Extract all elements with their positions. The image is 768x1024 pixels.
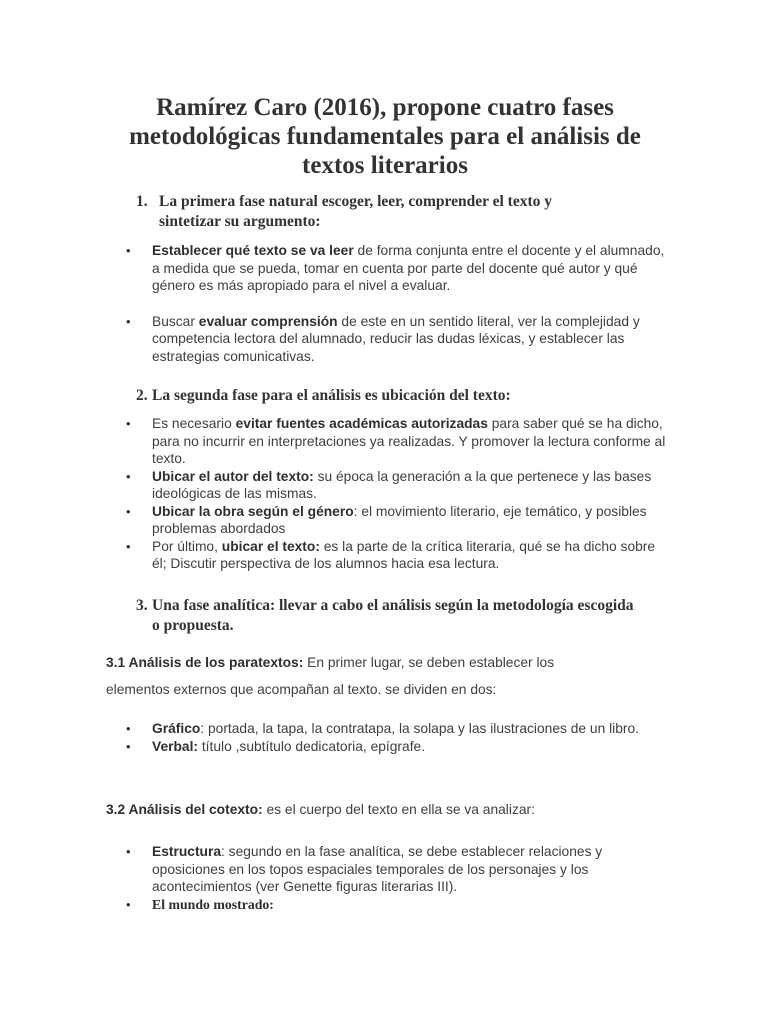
- section-3-2-title: 3.2 Análisis del cotexto:: [106, 802, 263, 817]
- section-3-2-line: [106, 801, 666, 819]
- list-item: [126, 415, 666, 468]
- bullet-icon: •: [126, 738, 131, 754]
- list-item: [126, 242, 666, 295]
- list-item-text: de este en un sentido literal, ver la complejidad y competencia lectora del alumnado, reducir las dudas léxicas, y establecer las estrategias comunicativas.: [152, 313, 640, 364]
- list-item: [126, 503, 666, 538]
- bullet-icon: •: [126, 844, 131, 859]
- list-item-bold: Estructura: [152, 844, 222, 859]
- list-item-bold: evaluar comprensión: [198, 313, 338, 329]
- list-item: [126, 720, 666, 738]
- section-3-1-line-2: elementos externos que acompañan al texto. se dividen en dos:: [106, 682, 497, 697]
- list-item-bold: ubicar el texto:: [221, 538, 320, 554]
- bullet-icon: •: [126, 313, 131, 329]
- list-item-serif-bold: El mundo mostrado:: [152, 896, 274, 912]
- section-3-1-title: 3.1 Análisis de los paratextos:: [106, 655, 304, 670]
- bullet-icon: •: [126, 896, 131, 912]
- list-item-text: su época la generación a la que pertenece y las bases ideológicas de las mismas.: [152, 468, 652, 501]
- list-item-bold: Verbal:: [152, 738, 199, 754]
- list-item-bold: Ubicar la obra según el género: [152, 503, 354, 519]
- list-item-text: título ,subtítulo dedicatoria, epígrafe.: [198, 738, 426, 754]
- list-item-bold: Establecer qué texto se va leer: [152, 243, 354, 258]
- phase-2-number: 2.: [136, 387, 148, 404]
- list-item-prefix: Por último,: [152, 538, 222, 554]
- list-item-text: : el movimiento literario, eje temático, y posibles problemas abordados: [152, 503, 647, 536]
- bullet-icon: •: [126, 538, 131, 554]
- list-item-text: : portada, la tapa, la contratapa, la solapa y las ilustraciones de un libro.: [200, 721, 640, 736]
- section-3-2-text: es el cuerpo del texto en ella se va analizar:: [262, 802, 535, 817]
- phase-2-heading: [136, 386, 656, 406]
- phase-1-heading: [136, 192, 606, 232]
- list-item: [126, 468, 666, 503]
- list-item-prefix: Es necesario: [152, 416, 236, 431]
- document-title: Ramírez Caro (2016), propone cuatro fases metodológicas fundamentales para el análisis de textos literarios: [129, 94, 641, 179]
- list-item: [126, 896, 666, 914]
- list-item: [126, 843, 666, 896]
- list-item: [126, 738, 666, 756]
- list-item-prefix: Buscar: [152, 313, 199, 329]
- bullet-icon: •: [126, 243, 131, 258]
- list-item-text: de forma conjunta entre el docente y el alumnado, a medida que se pueda, tomar en cuenta por parte del docente qué autor y qué género es más apropiado para el nivel a evaluar.: [152, 243, 665, 293]
- list-item: [126, 313, 666, 366]
- list-item-bold: Gráfico: [152, 721, 201, 736]
- section-3-1-bullet-list: [126, 720, 666, 755]
- list-item-bold: Ubicar el autor del texto:: [152, 468, 314, 484]
- bullet-icon: •: [126, 503, 131, 519]
- phase-3-heading-text: Una fase analítica: llevar a cabo el análisis según la metodología escogida o propuesta.: [152, 597, 634, 634]
- phase-1-bullet-list: [126, 242, 666, 365]
- list-item: [126, 538, 666, 573]
- phase-3-heading: [136, 596, 636, 636]
- list-item-text: para saber qué se ha dicho, para no incurrir en interpretaciones ya realizadas. Y promover la lectura conforme al texto.: [152, 416, 666, 466]
- bullet-icon: •: [126, 721, 131, 736]
- list-item-text: : segundo en la fase analítica, se debe establecer relaciones y oposiciones en los topos espaciales temporales de los personajes y los acontecimientos (ver Genette figuras literarias III).: [152, 844, 603, 894]
- phase-2-bullet-list: [126, 415, 666, 573]
- list-item-bold: evitar fuentes académicas autorizadas: [235, 416, 488, 431]
- section-3-2-bullet-list: [126, 843, 666, 913]
- bullet-icon: •: [126, 468, 131, 484]
- section-3-1-text: En primer lugar, se deben establecer los: [303, 655, 555, 670]
- section-3-1-line-1: [106, 654, 666, 672]
- phase-2-heading-text: La segunda fase para el análisis es ubicación del texto:: [152, 387, 511, 404]
- phase-1-heading-text: La primera fase natural escoger, leer, comprender el texto y sintetizar su argumento:: [159, 193, 553, 230]
- bullet-icon: •: [126, 416, 131, 431]
- phase-1-number: 1.: [136, 193, 148, 210]
- list-item-text: es la parte de la crítica literaria, qué se ha dicho sobre él; Discutir perspectiva de los alumnos hacia esa lectura.: [152, 538, 656, 571]
- phase-3-number: 3.: [136, 597, 148, 614]
